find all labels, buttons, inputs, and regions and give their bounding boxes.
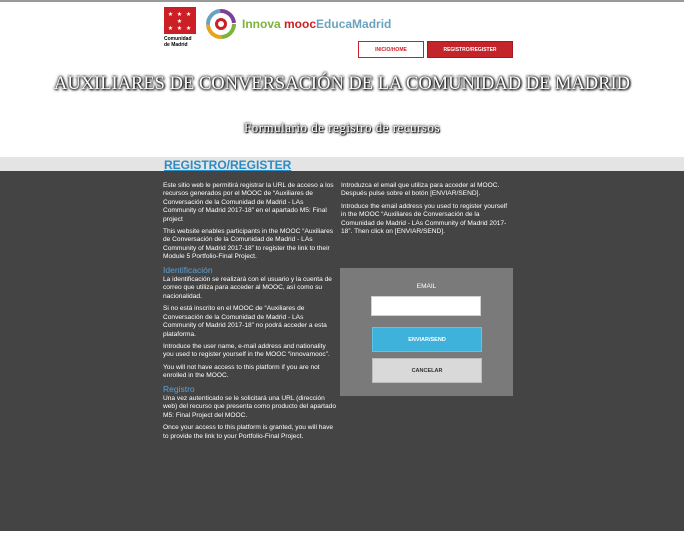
send-button[interactable]: ENVIAR/SEND — [372, 327, 482, 352]
registro-text-2: Once your access to this platform is granted, you will have to provide the link to your Portfolio-Final Project. — [163, 424, 334, 440]
left-info-column — [163, 182, 338, 445]
section-header-band — [0, 157, 684, 171]
identification-heading: Identificación — [163, 264, 213, 275]
cm-logo-line1: Comunidad — [164, 36, 192, 42]
registro-heading: Registro — [163, 383, 195, 394]
identification-text-1: La identificación se realizará con el usuario y la cuenta de correo que utiliza para acceder al MOOC, así como su nacionalidad. — [163, 276, 332, 300]
intro-es-text: Este sitio web le permitirá registrar la URL de acceso a los recursos generados por el MOOC de “Auxiliares de Conversación de la Comunidad de Madrid - LAs Community of Madrid 2017-18” en el apartado M5: Final project — [163, 182, 334, 223]
registro-text-1: Una vez autenticado se le solicitará una URL (dirección web) del recurso que presenta como producto del apartado M5: Final Project del MOOC. — [163, 394, 337, 419]
identification-text-4: You will not have access to this platform if you are not enrolled in the MOOC. — [163, 363, 320, 380]
brand-mooc: mooc — [284, 17, 317, 31]
madrid-flag-icon: ★ ★ ★ ★ ★ ★ ★ — [164, 7, 196, 34]
email-label: EMAIL — [416, 283, 437, 290]
instructions-en-text: Introduce the email address you used to register yourself in the MOOC “Auxiliares de Conversación de la Comunidad de Madrid - LAs Community of Madrid 2017-18”. Then click on [ENVIAR/SEND]. — [341, 202, 508, 236]
cancel-button[interactable]: CANCELAR — [372, 358, 482, 383]
comunidad-madrid-logo[interactable] — [164, 7, 196, 49]
section-title: REGISTRO/REGISTER — [164, 158, 292, 172]
right-info-column — [341, 182, 513, 240]
site-brand[interactable] — [242, 17, 391, 31]
instructions-es-text: Introduzca el email que utiliza para acceder al MOOC. Después pulse sobre el botón [ENVIAR/SEND]. — [341, 182, 500, 198]
email-input[interactable] — [371, 296, 481, 316]
top-border — [0, 0, 684, 2]
innova-mooc-logo-icon — [205, 8, 237, 40]
intro-en-text: This website enables participants in the MOOC “Auxiliares de Conversación de la Comunidad de Madrid - LAs Community of Madrid 2017-18” to register the link to their Module 5 Portfolio-Final Project. — [163, 228, 334, 261]
brand-educamadrid: EducaMadrid — [316, 17, 392, 31]
register-nav-button[interactable]: REGISTRO/REGISTER — [427, 41, 513, 58]
page-subtitle: Formulario de registro de recursos — [243, 120, 441, 135]
page-title: AUXILIARES DE CONVERSACIÓN DE LA COMUNIDAD DE MADRID — [53, 74, 631, 94]
email-form — [340, 268, 513, 396]
cm-logo-line2: de Madrid — [164, 42, 188, 48]
identification-text-3: Introduce the user name, e-mail address and nationality you used to register yourself in the MOOC “innovamooc”. — [163, 342, 330, 359]
home-nav-button[interactable]: INICIO/HOME — [358, 41, 424, 58]
brand-innova: Innova — [242, 17, 285, 31]
identification-text-2: Si no está inscrito en el MOOC de “Auxiliares de Conversación de la Comunidad de Madrid - LAs Community of Madrid 2017-18” no podrá acceder a esta plataforma. — [163, 305, 327, 338]
bottom-margin — [0, 531, 684, 538]
